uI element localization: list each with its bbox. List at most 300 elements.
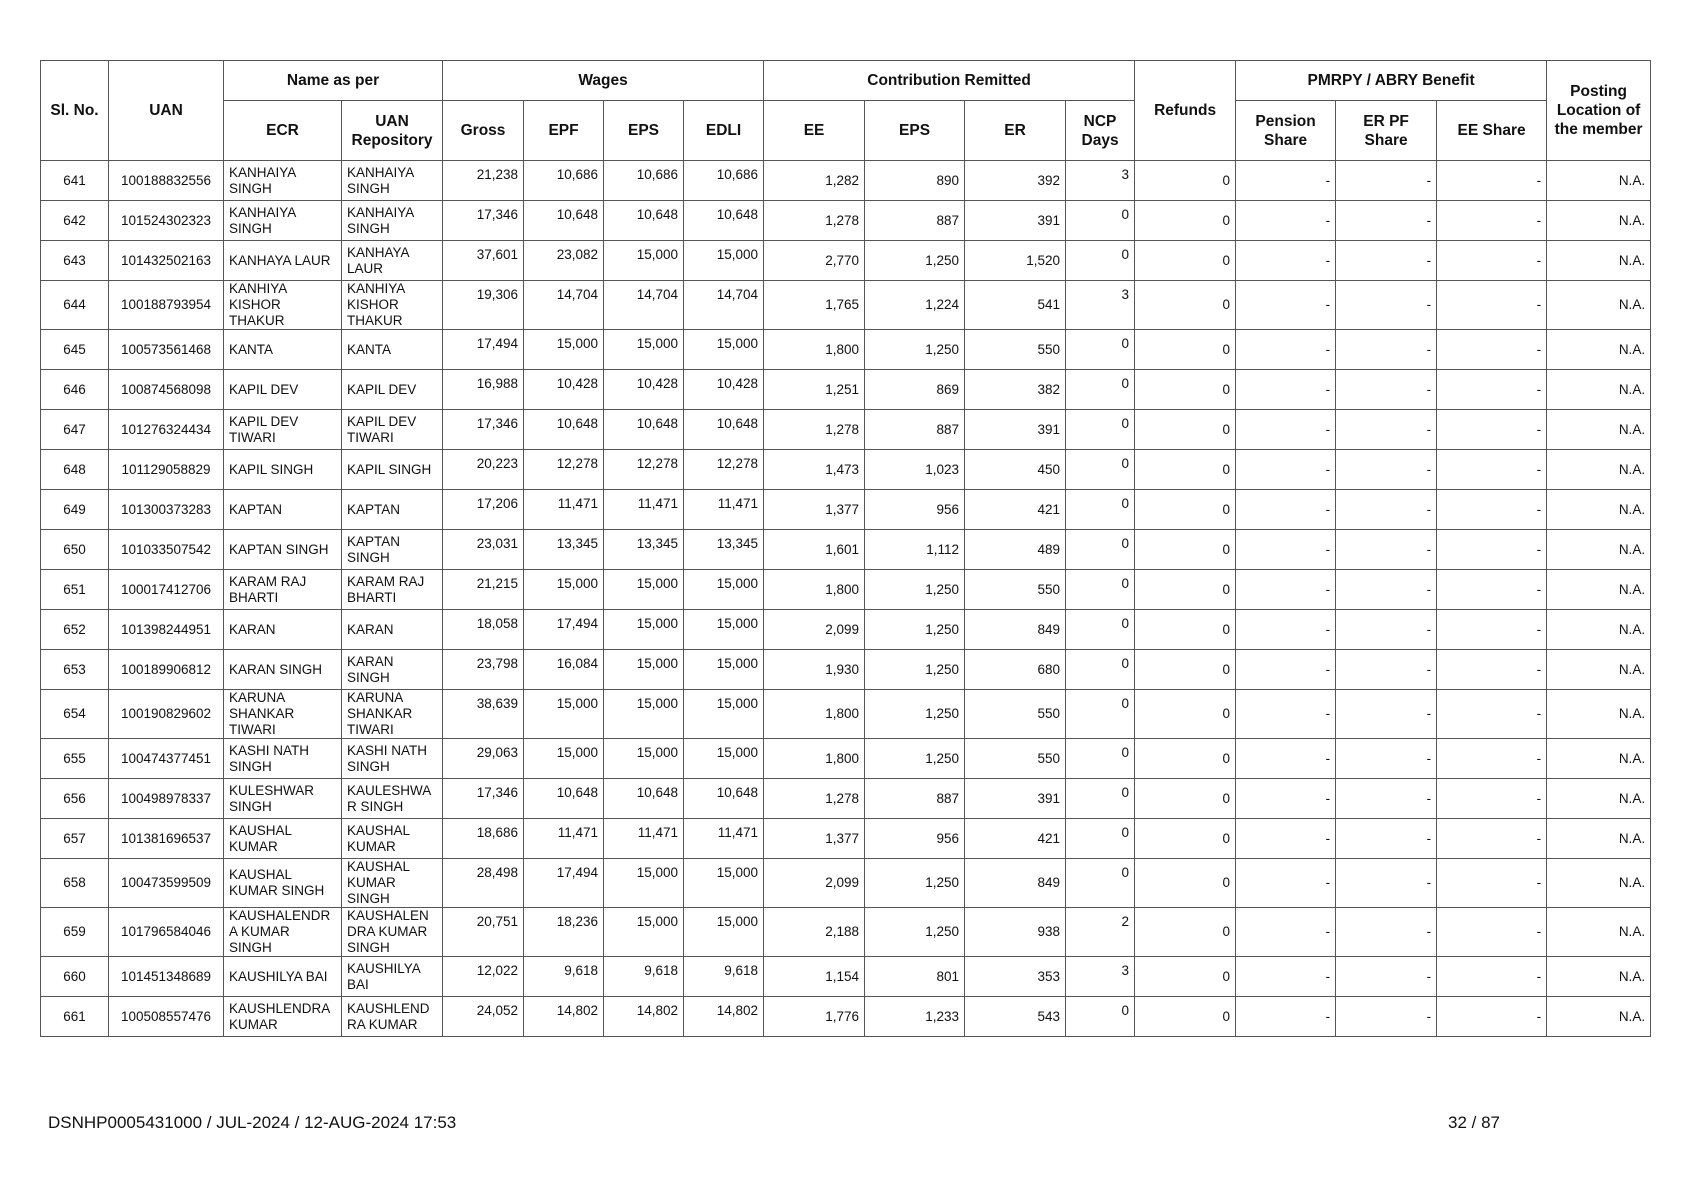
cell-contribution-eps: 887: [865, 779, 965, 819]
cell-edli: 14,704: [684, 281, 764, 330]
cell-sl-no: 651: [41, 570, 109, 610]
cell-ee: 1,776: [764, 997, 865, 1037]
cell-eps: 15,000: [604, 610, 684, 650]
cell-er-pf-share: -: [1336, 819, 1437, 859]
cell-er: 421: [965, 490, 1066, 530]
cell-ncp-days: 0: [1066, 410, 1135, 450]
cell-repository-name: KANHAIYA SINGH: [342, 201, 443, 241]
cell-posting-location: N.A.: [1547, 530, 1651, 570]
cell-ecr-name: KARUNA SHANKAR TIWARI: [224, 690, 342, 739]
cell-gross: 20,223: [443, 450, 524, 490]
cell-eps: 15,000: [604, 241, 684, 281]
cell-pension-share: -: [1236, 570, 1336, 610]
cell-refunds: 0: [1135, 908, 1236, 957]
cell-repository-name: KANHAYA LAUR: [342, 241, 443, 281]
cell-refunds: 0: [1135, 330, 1236, 370]
cell-refunds: 0: [1135, 570, 1236, 610]
cell-sl-no: 658: [41, 859, 109, 908]
header-pmrpy-abry: PMRPY / ABRY Benefit: [1236, 61, 1547, 101]
cell-contribution-eps: 1,250: [865, 570, 965, 610]
cell-ncp-days: 3: [1066, 161, 1135, 201]
cell-ncp-days: 0: [1066, 241, 1135, 281]
cell-sl-no: 659: [41, 908, 109, 957]
table-header: [41, 61, 1651, 161]
cell-pension-share: -: [1236, 530, 1336, 570]
cell-er: 489: [965, 530, 1066, 570]
cell-uan: 101033507542: [109, 530, 224, 570]
cell-eps: 15,000: [604, 739, 684, 779]
cell-ecr-name: KANHIYA KISHOR THAKUR: [224, 281, 342, 330]
cell-edli: 13,345: [684, 530, 764, 570]
table-row: [41, 161, 1651, 201]
cell-er-pf-share: -: [1336, 330, 1437, 370]
table-row: [41, 570, 1651, 610]
cell-ee: 1,765: [764, 281, 865, 330]
table-row: [41, 957, 1651, 997]
cell-sl-no: 648: [41, 450, 109, 490]
cell-eps: 10,428: [604, 370, 684, 410]
cell-edli: 10,428: [684, 370, 764, 410]
cell-contribution-eps: 1,250: [865, 650, 965, 690]
cell-posting-location: N.A.: [1547, 161, 1651, 201]
cell-epf: 14,802: [524, 997, 604, 1037]
cell-ecr-name: KULESHWAR SINGH: [224, 779, 342, 819]
cell-gross: 18,686: [443, 819, 524, 859]
cell-repository-name: KAUSHLEND RA KUMAR: [342, 997, 443, 1037]
cell-epf: 10,648: [524, 410, 604, 450]
cell-er: 680: [965, 650, 1066, 690]
cell-ncp-days: 0: [1066, 997, 1135, 1037]
cell-edli: 14,802: [684, 997, 764, 1037]
cell-uan: 100474377451: [109, 739, 224, 779]
cell-sl-no: 654: [41, 690, 109, 739]
cell-edli: 10,648: [684, 779, 764, 819]
cell-repository-name: KARAM RAJ BHARTI: [342, 570, 443, 610]
header-edli: EDLI: [684, 101, 764, 161]
cell-refunds: 0: [1135, 370, 1236, 410]
cell-sl-no: 657: [41, 819, 109, 859]
cell-gross: 23,798: [443, 650, 524, 690]
cell-pension-share: -: [1236, 650, 1336, 690]
header-er-pf-share: ER PF Share: [1336, 101, 1437, 161]
cell-ee: 1,800: [764, 739, 865, 779]
cell-pension-share: -: [1236, 997, 1336, 1037]
cell-er-pf-share: -: [1336, 779, 1437, 819]
cell-refunds: 0: [1135, 161, 1236, 201]
cell-contribution-eps: 1,112: [865, 530, 965, 570]
cell-er: 550: [965, 570, 1066, 610]
cell-er: 391: [965, 410, 1066, 450]
table-row: [41, 610, 1651, 650]
cell-ee-share: -: [1437, 201, 1547, 241]
cell-refunds: 0: [1135, 410, 1236, 450]
cell-er-pf-share: -: [1336, 859, 1437, 908]
cell-sl-no: 652: [41, 610, 109, 650]
cell-contribution-eps: 887: [865, 410, 965, 450]
cell-contribution-eps: 1,250: [865, 859, 965, 908]
cell-er-pf-share: -: [1336, 161, 1437, 201]
header-uan: UAN: [109, 61, 224, 161]
table-row: [41, 370, 1651, 410]
cell-ee: 1,251: [764, 370, 865, 410]
cell-posting-location: N.A.: [1547, 490, 1651, 530]
cell-contribution-eps: 956: [865, 819, 965, 859]
cell-sl-no: 644: [41, 281, 109, 330]
cell-ecr-name: KAUSHAL KUMAR: [224, 819, 342, 859]
cell-edli: 12,278: [684, 450, 764, 490]
cell-contribution-eps: 1,224: [865, 281, 965, 330]
cell-gross: 20,751: [443, 908, 524, 957]
cell-refunds: 0: [1135, 281, 1236, 330]
cell-er: 382: [965, 370, 1066, 410]
cell-pension-share: -: [1236, 908, 1336, 957]
cell-ecr-name: KARAN: [224, 610, 342, 650]
cell-eps: 11,471: [604, 819, 684, 859]
cell-epf: 15,000: [524, 570, 604, 610]
cell-edli: 15,000: [684, 330, 764, 370]
cell-edli: 15,000: [684, 610, 764, 650]
cell-uan: 100508557476: [109, 997, 224, 1037]
cell-ee: 1,800: [764, 330, 865, 370]
cell-contribution-eps: 956: [865, 490, 965, 530]
cell-gross: 12,022: [443, 957, 524, 997]
cell-er-pf-share: -: [1336, 957, 1437, 997]
cell-er-pf-share: -: [1336, 281, 1437, 330]
cell-ee: 1,930: [764, 650, 865, 690]
cell-edli: 15,000: [684, 739, 764, 779]
table-row: [41, 450, 1651, 490]
cell-repository-name: KARAN: [342, 610, 443, 650]
cell-er: 392: [965, 161, 1066, 201]
cell-eps: 11,471: [604, 490, 684, 530]
cell-er-pf-share: -: [1336, 410, 1437, 450]
cell-er: 1,520: [965, 241, 1066, 281]
cell-gross: 23,031: [443, 530, 524, 570]
cell-er: 550: [965, 739, 1066, 779]
cell-ee: 1,601: [764, 530, 865, 570]
table-row: [41, 908, 1651, 957]
cell-ee: 1,278: [764, 201, 865, 241]
cell-ecr-name: KAPTAN: [224, 490, 342, 530]
cell-uan: 101129058829: [109, 450, 224, 490]
cell-er-pf-share: -: [1336, 530, 1437, 570]
cell-eps: 15,000: [604, 859, 684, 908]
cell-ecr-name: KANHAYA LAUR: [224, 241, 342, 281]
cell-ee: 1,154: [764, 957, 865, 997]
cell-refunds: 0: [1135, 997, 1236, 1037]
cell-er: 541: [965, 281, 1066, 330]
cell-edli: 15,000: [684, 908, 764, 957]
cell-ecr-name: KAPTAN SINGH: [224, 530, 342, 570]
table-row: [41, 690, 1651, 739]
cell-ee: 1,800: [764, 570, 865, 610]
cell-ee-share: -: [1437, 908, 1547, 957]
cell-er: 391: [965, 201, 1066, 241]
cell-posting-location: N.A.: [1547, 957, 1651, 997]
cell-epf: 15,000: [524, 690, 604, 739]
cell-er: 353: [965, 957, 1066, 997]
cell-sl-no: 650: [41, 530, 109, 570]
cell-posting-location: N.A.: [1547, 410, 1651, 450]
cell-pension-share: -: [1236, 201, 1336, 241]
cell-ee-share: -: [1437, 819, 1547, 859]
cell-pension-share: -: [1236, 410, 1336, 450]
cell-contribution-eps: 1,250: [865, 241, 965, 281]
cell-sl-no: 649: [41, 490, 109, 530]
table-row: [41, 330, 1651, 370]
cell-ee-share: -: [1437, 610, 1547, 650]
cell-sl-no: 661: [41, 997, 109, 1037]
cell-ncp-days: 0: [1066, 650, 1135, 690]
table-row: [41, 819, 1651, 859]
cell-posting-location: N.A.: [1547, 690, 1651, 739]
cell-pension-share: -: [1236, 241, 1336, 281]
header-epf: EPF: [524, 101, 604, 161]
cell-pension-share: -: [1236, 779, 1336, 819]
cell-eps: 15,000: [604, 690, 684, 739]
cell-uan: 101398244951: [109, 610, 224, 650]
cell-ecr-name: KAUSHALENDR A KUMAR SINGH: [224, 908, 342, 957]
cell-sl-no: 653: [41, 650, 109, 690]
cell-refunds: 0: [1135, 201, 1236, 241]
cell-eps: 10,686: [604, 161, 684, 201]
cell-repository-name: KAPTAN: [342, 490, 443, 530]
cell-ee: 1,278: [764, 410, 865, 450]
cell-posting-location: N.A.: [1547, 610, 1651, 650]
cell-ee: 1,377: [764, 819, 865, 859]
header-ncp-days: NCP Days: [1066, 101, 1135, 161]
cell-ee-share: -: [1437, 450, 1547, 490]
header-pension-share: Pension Share: [1236, 101, 1336, 161]
table-row: [41, 779, 1651, 819]
cell-ee-share: -: [1437, 739, 1547, 779]
table-row: [41, 997, 1651, 1037]
cell-repository-name: KAUSHALEN DRA KUMAR SINGH: [342, 908, 443, 957]
cell-ncp-days: 3: [1066, 957, 1135, 997]
cell-sl-no: 645: [41, 330, 109, 370]
cell-er: 391: [965, 779, 1066, 819]
cell-ecr-name: KAPIL DEV TIWARI: [224, 410, 342, 450]
table-body: [41, 161, 1651, 1037]
cell-eps: 9,618: [604, 957, 684, 997]
cell-er-pf-share: -: [1336, 450, 1437, 490]
cell-ee: 2,770: [764, 241, 865, 281]
cell-contribution-eps: 1,233: [865, 997, 965, 1037]
cell-epf: 16,084: [524, 650, 604, 690]
cell-ecr-name: KANHAIYA SINGH: [224, 201, 342, 241]
cell-edli: 9,618: [684, 957, 764, 997]
cell-ncp-days: 0: [1066, 370, 1135, 410]
cell-ee-share: -: [1437, 997, 1547, 1037]
cell-er: 550: [965, 330, 1066, 370]
header-refunds: Refunds: [1135, 61, 1236, 161]
cell-er-pf-share: -: [1336, 739, 1437, 779]
cell-gross: 17,206: [443, 490, 524, 530]
table-row: [41, 739, 1651, 779]
cell-posting-location: N.A.: [1547, 650, 1651, 690]
header-er: ER: [965, 101, 1066, 161]
cell-eps: 13,345: [604, 530, 684, 570]
cell-gross: 21,215: [443, 570, 524, 610]
cell-sl-no: 642: [41, 201, 109, 241]
cell-ncp-days: 0: [1066, 610, 1135, 650]
cell-edli: 15,000: [684, 650, 764, 690]
cell-repository-name: KAPTAN SINGH: [342, 530, 443, 570]
cell-uan: 100188832556: [109, 161, 224, 201]
cell-refunds: 0: [1135, 779, 1236, 819]
cell-eps: 10,648: [604, 410, 684, 450]
cell-posting-location: N.A.: [1547, 739, 1651, 779]
cell-ncp-days: 0: [1066, 690, 1135, 739]
cell-ee: 1,800: [764, 690, 865, 739]
cell-uan: 100188793954: [109, 281, 224, 330]
cell-contribution-eps: 890: [865, 161, 965, 201]
cell-sl-no: 655: [41, 739, 109, 779]
table-row: [41, 410, 1651, 450]
cell-contribution-eps: 1,250: [865, 330, 965, 370]
cell-posting-location: N.A.: [1547, 370, 1651, 410]
cell-uan: 101524302323: [109, 201, 224, 241]
cell-edli: 15,000: [684, 859, 764, 908]
table-row: [41, 281, 1651, 330]
cell-posting-location: N.A.: [1547, 201, 1651, 241]
table-row: [41, 490, 1651, 530]
cell-er-pf-share: -: [1336, 241, 1437, 281]
cell-uan: 101381696537: [109, 819, 224, 859]
cell-er-pf-share: -: [1336, 201, 1437, 241]
cell-er: 849: [965, 610, 1066, 650]
cell-uan: 100473599509: [109, 859, 224, 908]
cell-posting-location: N.A.: [1547, 819, 1651, 859]
cell-posting-location: N.A.: [1547, 281, 1651, 330]
cell-repository-name: KANHIYA KISHOR THAKUR: [342, 281, 443, 330]
contribution-table: [40, 60, 1651, 1037]
cell-repository-name: KAUSHILYA BAI: [342, 957, 443, 997]
document-reference: DSNHP0005431000 / JUL-2024 / 12-AUG-2024 17:53: [48, 1113, 457, 1132]
cell-uan: 101432502163: [109, 241, 224, 281]
cell-refunds: 0: [1135, 490, 1236, 530]
cell-posting-location: N.A.: [1547, 241, 1651, 281]
cell-repository-name: KAUSHAL KUMAR SINGH: [342, 859, 443, 908]
cell-uan: 101451348689: [109, 957, 224, 997]
cell-pension-share: -: [1236, 161, 1336, 201]
cell-sl-no: 641: [41, 161, 109, 201]
cell-eps: 14,704: [604, 281, 684, 330]
cell-repository-name: KAPIL DEV: [342, 370, 443, 410]
cell-contribution-eps: 869: [865, 370, 965, 410]
cell-er: 550: [965, 690, 1066, 739]
cell-ncp-days: 0: [1066, 330, 1135, 370]
cell-ee: 1,377: [764, 490, 865, 530]
cell-er: 938: [965, 908, 1066, 957]
cell-ecr-name: KARAN SINGH: [224, 650, 342, 690]
cell-gross: 17,346: [443, 410, 524, 450]
cell-refunds: 0: [1135, 819, 1236, 859]
cell-uan: 101276324434: [109, 410, 224, 450]
cell-refunds: 0: [1135, 690, 1236, 739]
cell-er: 543: [965, 997, 1066, 1037]
header-ecr: ECR: [224, 101, 342, 161]
header-name-as-per: Name as per: [224, 61, 443, 101]
cell-ee-share: -: [1437, 330, 1547, 370]
cell-uan: 100573561468: [109, 330, 224, 370]
cell-epf: 11,471: [524, 819, 604, 859]
cell-ee-share: -: [1437, 859, 1547, 908]
cell-repository-name: KAUSHAL KUMAR: [342, 819, 443, 859]
cell-contribution-eps: 1,250: [865, 739, 965, 779]
cell-epf: 18,236: [524, 908, 604, 957]
cell-eps: 15,000: [604, 330, 684, 370]
table-row: [41, 241, 1651, 281]
header-ee: EE: [764, 101, 865, 161]
header-wages: Wages: [443, 61, 764, 101]
cell-gross: 16,988: [443, 370, 524, 410]
cell-pension-share: -: [1236, 859, 1336, 908]
cell-ee-share: -: [1437, 570, 1547, 610]
cell-pension-share: -: [1236, 281, 1336, 330]
header-gross: Gross: [443, 101, 524, 161]
cell-refunds: 0: [1135, 610, 1236, 650]
cell-refunds: 0: [1135, 241, 1236, 281]
cell-eps: 10,648: [604, 779, 684, 819]
table-row: [41, 859, 1651, 908]
cell-ee-share: -: [1437, 650, 1547, 690]
cell-ncp-days: 0: [1066, 450, 1135, 490]
cell-eps: 15,000: [604, 570, 684, 610]
cell-gross: 21,238: [443, 161, 524, 201]
cell-posting-location: N.A.: [1547, 859, 1651, 908]
cell-ecr-name: KAUSHAL KUMAR SINGH: [224, 859, 342, 908]
cell-posting-location: N.A.: [1547, 908, 1651, 957]
cell-repository-name: KAULESHWA R SINGH: [342, 779, 443, 819]
cell-ecr-name: KARAM RAJ BHARTI: [224, 570, 342, 610]
cell-ncp-days: 0: [1066, 490, 1135, 530]
cell-eps: 14,802: [604, 997, 684, 1037]
cell-er: 450: [965, 450, 1066, 490]
cell-epf: 15,000: [524, 739, 604, 779]
cell-ee: 1,282: [764, 161, 865, 201]
cell-ee-share: -: [1437, 490, 1547, 530]
cell-sl-no: 647: [41, 410, 109, 450]
cell-repository-name: KAPIL DEV TIWARI: [342, 410, 443, 450]
header-uan-repository: UAN Repository: [342, 101, 443, 161]
cell-posting-location: N.A.: [1547, 779, 1651, 819]
cell-er-pf-share: -: [1336, 610, 1437, 650]
cell-er: 421: [965, 819, 1066, 859]
cell-ncp-days: 2: [1066, 908, 1135, 957]
cell-refunds: 0: [1135, 530, 1236, 570]
cell-edli: 10,686: [684, 161, 764, 201]
cell-er-pf-share: -: [1336, 370, 1437, 410]
header-eps: EPS: [604, 101, 684, 161]
cell-edli: 15,000: [684, 570, 764, 610]
cell-epf: 10,686: [524, 161, 604, 201]
cell-gross: 29,063: [443, 739, 524, 779]
cell-repository-name: KAPIL SINGH: [342, 450, 443, 490]
table-row: [41, 201, 1651, 241]
cell-refunds: 0: [1135, 957, 1236, 997]
header-ee-share: EE Share: [1437, 101, 1547, 161]
cell-ncp-days: 3: [1066, 281, 1135, 330]
cell-ncp-days: 0: [1066, 859, 1135, 908]
table-row: [41, 530, 1651, 570]
cell-contribution-eps: 1,250: [865, 690, 965, 739]
cell-uan: 101300373283: [109, 490, 224, 530]
cell-gross: 24,052: [443, 997, 524, 1037]
cell-er-pf-share: -: [1336, 570, 1437, 610]
cell-ee: 2,099: [764, 859, 865, 908]
cell-pension-share: -: [1236, 819, 1336, 859]
